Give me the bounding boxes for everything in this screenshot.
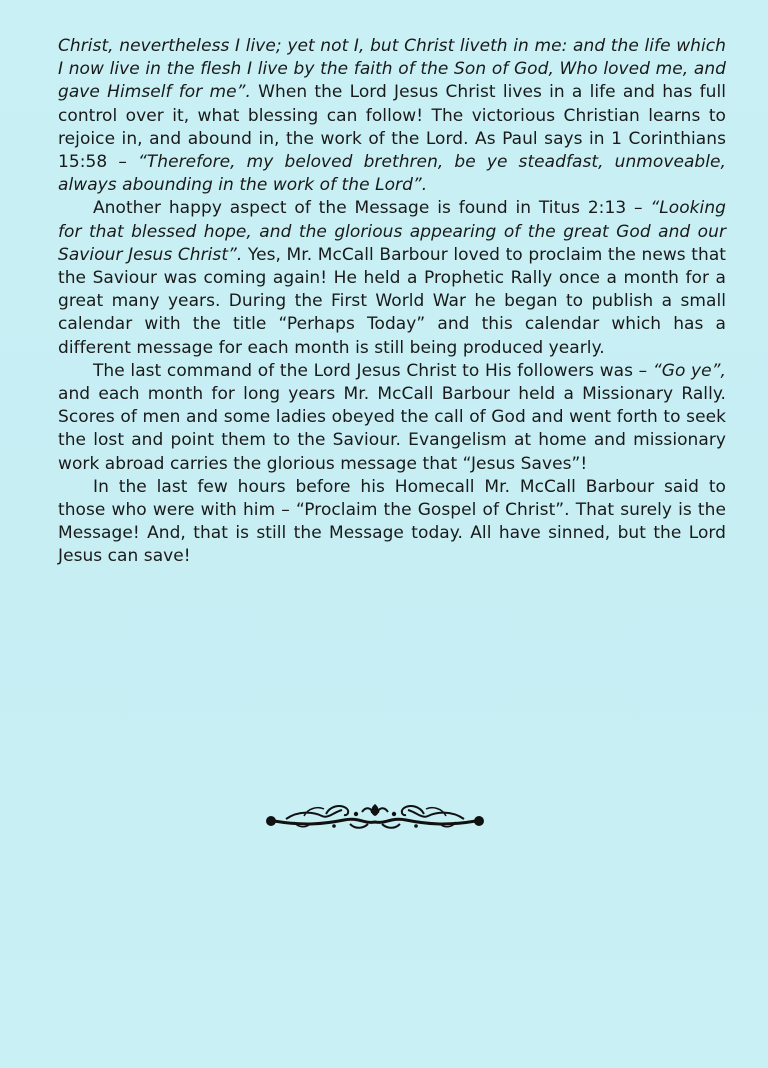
text-run: Another happy aspect of the Message is found in Titus 2:13 – <box>93 198 651 219</box>
quote-titus: “Looking for that blessed hope, and the glorious appearing of the great God and our Saviour Jesus Christ”. <box>58 198 726 265</box>
text-run: Yes, Mr. McCall Barbour loved to proclaim the news that the Saviour was coming again! He held a Prophetic Rally once a month for a great many years. During the First World War he began to publish a small calendar with the title “Perhaps Today” and this calendar which has a different message for each month is still being produced yearly. <box>58 244 726 358</box>
text-run: The last command of the Lord Jesus Christ to His followers was – <box>93 360 653 381</box>
text-run: In the last few hours before his Homecall Mr. McCall Barbour said to those who were with him – “Proclaim the Gospel of Christ”. That surely is the Message! And, that is still the Message today. All have sinned, but the Lord Jesus can save! <box>58 476 726 567</box>
quote-corinthians: “Therefore, my beloved brethren, be ye steadfast, unmoveable, always abounding in the work of the Lord”. <box>58 152 727 196</box>
paragraph-2 <box>58 197 726 359</box>
quote-go-ye: “Go ye”, <box>652 360 726 381</box>
body-text <box>58 35 726 569</box>
paragraph-1 <box>58 35 726 197</box>
text-run: and each month for long years Mr. McCall Barbour held a Missionary Rally. Scores of men and some ladies obeyed the call of God and went forth to seek the lost and point them to the Saviour. Evangelism at home and missionary work abroad carries the glorious message that “Jesus Saves”! <box>58 384 726 474</box>
quote-galatians: Christ, nevertheless I live; yet not I, but Christ liveth in me: and the life which I now live in the flesh I live by the faith of the Son of God, Who loved me, and gave Himself for me”. <box>58 36 726 103</box>
scroll-flourish-ornament-icon <box>264 800 486 834</box>
paragraph-4 <box>58 476 726 569</box>
text-run: When the Lord Jesus Christ lives in a life and has full control over it, what blessing can follow! The victorious Christian learns to rejoice in, and abound in, the work of the Lord. As Paul says in 1 Corinthians 15:58 – <box>58 82 727 173</box>
paragraph-3 <box>58 360 726 476</box>
